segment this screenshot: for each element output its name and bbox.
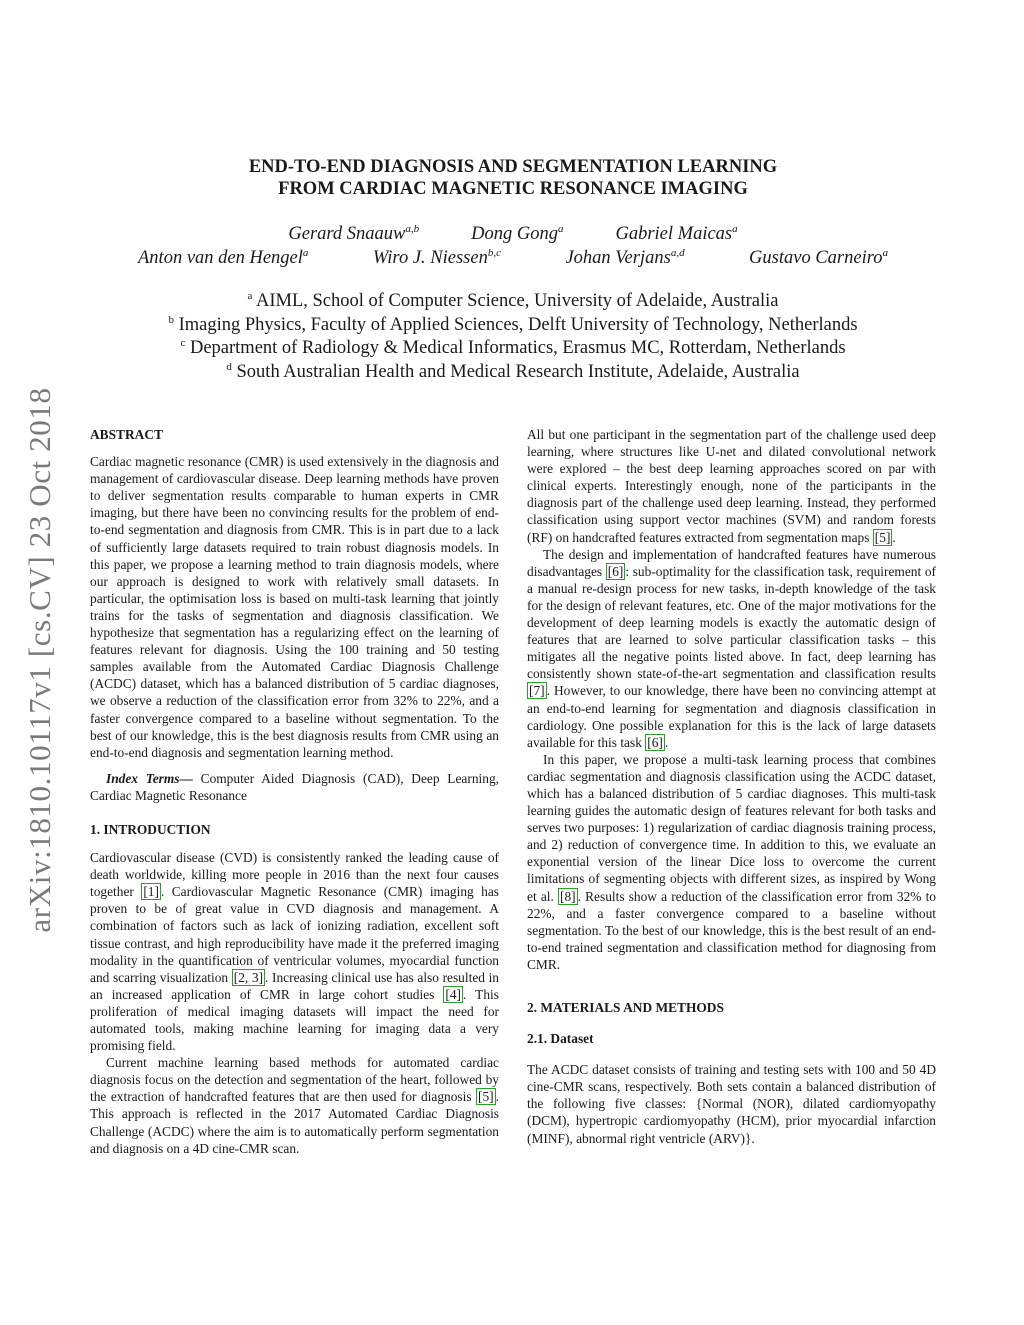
affiliation: $^a$ AIML, School of Computer Science, University of Adelaide, Australia xyxy=(247,290,779,311)
abstract-text: Cardiac magnetic resonance (CMR) is used extensively in the diagnosis and management of cardiovascular disease. Deep learning methods have proven to deliver segmentation results comparable to human experts in CMR imaging, but there have been no convincing results for the problem of end-to-end segmentation and diagnosis from CMR. This is in part due to a lack of sufficiently large datasets required to train robust diagnosis models. In this paper, we propose a learning method to train diagnosis models, where our approach is designed to work with relatively small datasets. In particular, the optimisation loss is based on multi-task learning that jointly trains for the tasks of segmentation and diagnosis classification. We hypothesize that segmentation has a regularizing effect on the learning of features relevant for diagnosis. Using the 100 training and 50 testing samples available from the Automated Cardiac Diagnosis Challenge (ACDC) dataset, which has a balanced distribution of 5 cardiac diagnoses, we observe a reduction of the classification error from 32% to 22%, and a faster convergence compared to a baseline without segmentation. To the best of our knowledge, this is the best diagnosis results from CMR using an end-to-end diagnosis and segmentation learning method. xyxy=(90,454,499,760)
right-paragraph-3: In this paper, we propose a multi-task learning process that combines cardiac segmentation and diagnosis classification using the ACDC dataset, which has a balanced distribution of 5 cardiac diagnoses. This multi-task learning guides the automatic design of features relevant for both tasks and serves two purposes: 1) regularization of cardiac diagnosis training process, and 2) reduction of convergence time. In addition to this, we evaluate an exponential version of the linear Dice loss to overcome the current limitations of segmenting objects with different sizes, as inspired by Wong et al. [8] . Results show a reduction of the classification error from 32% to 22%, and a faster convergence compared to a baseline without segmentation. To the best of our knowledge, this is the best result of an end-to-end trained segmentation and classification method for diagnosing from CMR. xyxy=(527,751,936,972)
citation-link[interactable]: [5] xyxy=(874,529,891,545)
citation-link[interactable]: [1] xyxy=(143,884,159,900)
arxiv-stamp xyxy=(22,360,58,960)
arxiv-id: arXiv:1810.10117v1 [cs.CV] 23 Oct 2018 xyxy=(22,387,57,933)
dataset-heading: 2.1. Dataset xyxy=(527,1031,594,1047)
author: Gabriel Maicas$^a$ xyxy=(615,223,738,244)
index-terms: Index Terms— Computer Aided Diagnosis (CAD), Deep Learning, Cardiac Magnetic Resonance xyxy=(90,770,499,803)
citation-link[interactable]: [7] xyxy=(529,683,545,699)
right-paragraph-2: The design and implementation of handcrafted features have numerous disadvantages [6] : sub-optimality for the classification task, requirement of a manual re-design process for new tasks, in-depth knowledge of the task for the design of relevant features, etc. One of the major motivations for the development of deep learning models is exactly the automatic design of features that are learned to solve particular classification tasks – this mitigates all the negative points listed above. In fact, deep learning has consistently shown state-of-the-art segmentation and classification results [7] . However, to our knowledge, there have been no convincing attempt at an end-to-end learning for segmentation and diagnosis classification in cardiology. One possible explanation for this is the lack of large datasets available for this task [6] . xyxy=(527,546,936,750)
affiliation: $^b$ Imaging Physics, Faculty of Applied Sciences, Delft University of Technology, Netherlands xyxy=(168,313,858,335)
dataset-paragraph: The ACDC dataset consists of training and testing sets with 100 and 50 4D cine-CMR scans, respectively. Both sets contain a balanced distribution of the following five classes: {Normal (NOR), dilated cardiomyopathy (DCM), hypertropic cardiomyopathy (HCM), prior myocardial infarction (MINF), abnormal right ventricle (ARV)}. xyxy=(527,1062,936,1146)
citation-link[interactable]: [2, 3] xyxy=(233,969,264,985)
author: Gustavo Carneiro$^a$ xyxy=(749,247,888,268)
paper-title xyxy=(90,156,936,200)
citation-link[interactable]: [4] xyxy=(445,986,462,1002)
author: Dong Gong$^a$ xyxy=(471,223,564,244)
methods-heading: 2. MATERIALS AND METHODS xyxy=(527,1000,724,1015)
right-column xyxy=(527,426,936,1147)
affiliations xyxy=(90,290,936,384)
title-line-1: END-TO-END DIAGNOSIS AND SEGMENTATION LEARNING xyxy=(248,157,778,177)
author: Gerard Snaauw$^{a,b}$ xyxy=(288,223,420,244)
author: Anton van den Hengel$^a$ xyxy=(138,247,309,268)
affiliation: $^d$ South Australian Health and Medical Research Institute, Adelaide, Australia xyxy=(226,360,800,382)
abstract-heading: ABSTRACT xyxy=(90,427,163,442)
title-line-2: FROM CARDIAC MAGNETIC RESONANCE IMAGING xyxy=(278,179,748,199)
author-row-2 xyxy=(90,246,936,270)
author: Wiro J. Niessen$^{b,c}$ xyxy=(372,247,501,268)
intro-paragraph-2: Current machine learning based methods for automated cardiac diagnosis focus on the detection and segmentation of the heart, followed by the extraction of handcrafted features that are then used for diagnosis [5] . This approach is reflected in the 2017 Automated Cardiac Diagnosis Challenge (ACDC) where the aim is to automatically perform segmentation and diagnosis on a 4D cine-CMR scan. xyxy=(90,1055,499,1156)
left-column xyxy=(90,426,499,1157)
intro-paragraph-1: Cardiovascular disease (CVD) is consistently ranked the leading cause of death worldwide, killing more people in 2016 than the next four causes together [1] . Cardiovascular Magnetic Resonance (CMR) imaging has proven to be of great value in CVD diagnosis and management. A combination of factors such as lack of ionizing radiation, excellent soft tissue contrast, and high reproducibility have made it the preferred imaging modality in the quantification of ventricular volumes, myocardial function and scarring visualization [2, 3] . Increasing clinical use has also resulted in an increased application of CMR in large cohort studies [4] . This proliferation of medical imaging datasets will impact the need for automated tools, making machine learning for imaging data a very promising field. xyxy=(90,850,499,1054)
citation-link[interactable]: [5] xyxy=(478,1089,494,1105)
citation-link[interactable]: [6] xyxy=(607,563,624,579)
author-list xyxy=(90,222,936,270)
citation-link[interactable]: [8] xyxy=(559,888,576,904)
citation-link[interactable]: [6] xyxy=(647,734,663,750)
author-row-1 xyxy=(90,222,936,246)
affiliation: $^c$ Department of Radiology & Medical Informatics, Erasmus MC, Rotterdam, Netherlands xyxy=(180,337,846,358)
intro-heading: 1. INTRODUCTION xyxy=(90,821,211,837)
right-paragraph-1: All but one participant in the segmentation part of the challenge used deep learning, where structures like U-net and dilated convolutional network were explored – the best deep learning approaches scored on par with clinical experts. Interestingly enough, none of the participants in the diagnosis part of the challenge used deep learning. Instead, they performed classification using support vector machines (SVM) and random forests (RF) on handcrafted features extracted from segmentation maps [5] . xyxy=(527,427,936,545)
author: Johan Verjans$^{a,d}$ xyxy=(565,247,685,268)
